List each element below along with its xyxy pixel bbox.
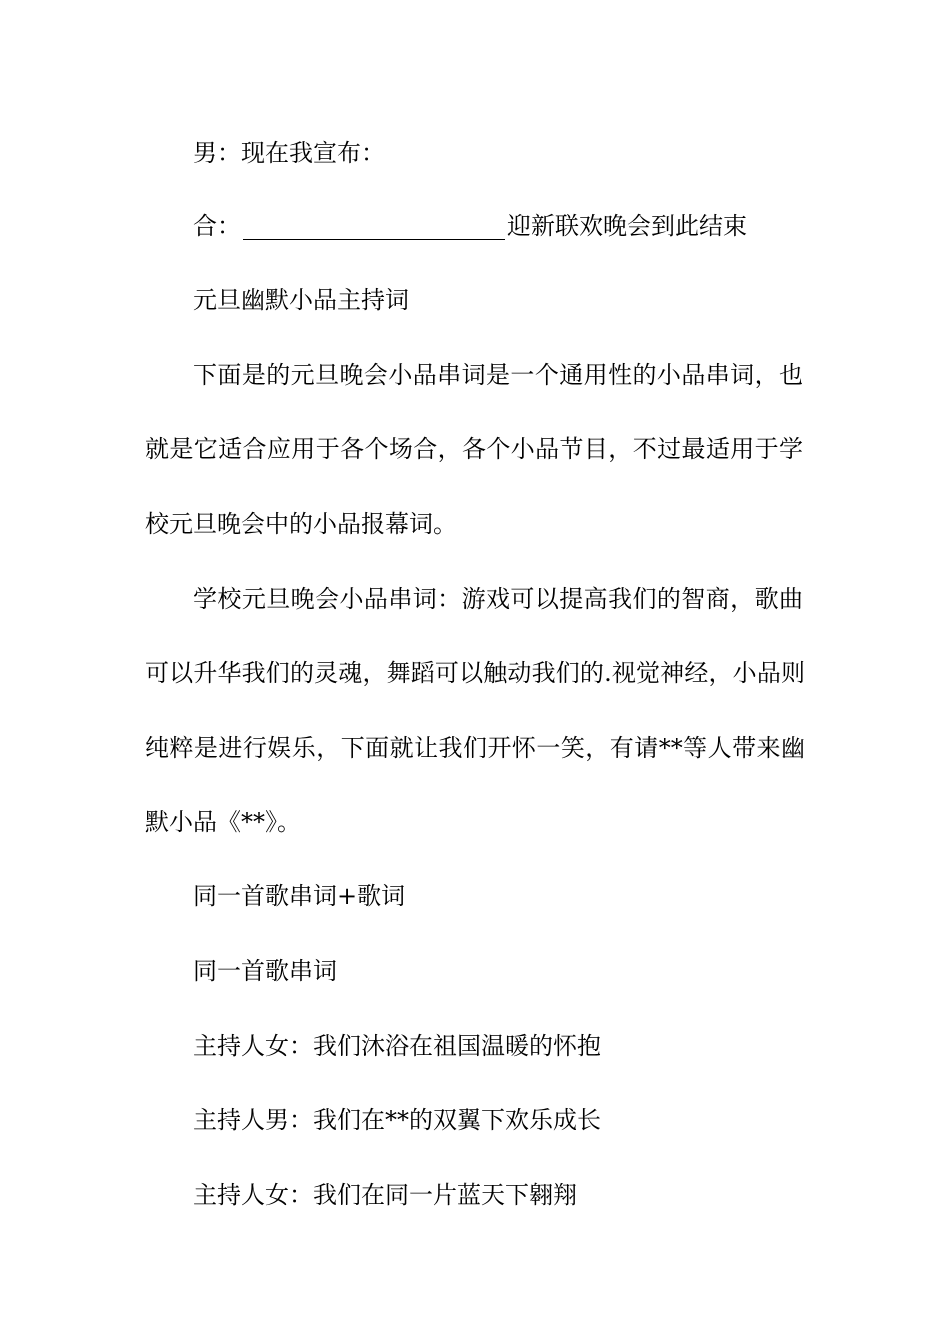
paragraph-line: 纯粹是进行娱乐，下面就让我们开怀一笑，有请**等人带来幽 xyxy=(145,734,805,762)
paragraph-line: 默小品《**》。 xyxy=(145,808,301,836)
text-fragment: 迎新联欢晚会到此结束 xyxy=(507,212,747,240)
dialogue-line: 主持人女：我们在同一片蓝天下翱翔 xyxy=(193,1181,577,1209)
paragraph-line: 可以升华我们的灵魂，舞蹈可以触动我们的.视觉神经，小品则 xyxy=(145,659,805,687)
text-line: 男：现在我宣布： xyxy=(193,139,385,167)
paragraph-line: 下面是的元旦晚会小品串词是一个通用性的小品串词，也 xyxy=(193,361,803,389)
paragraph-line: 校元旦晚会中的小品报幕词。 xyxy=(145,510,457,538)
section-heading: 同一首歌串词+歌词 xyxy=(193,882,406,910)
paragraph-line: 就是它适合应用于各个场合，各个小品节目，不过最适用于学 xyxy=(145,435,803,463)
section-heading: 同一首歌串词 xyxy=(193,957,337,985)
text-line-with-blank xyxy=(193,208,863,244)
dialogue-line: 主持人男：我们在**的双翼下欢乐成长 xyxy=(193,1106,601,1134)
fill-in-blank-line xyxy=(243,215,505,240)
section-heading: 元旦幽默小品主持词 xyxy=(193,286,409,314)
text-fragment: 合： xyxy=(193,212,241,240)
paragraph-line: 学校元旦晚会小品串词：游戏可以提高我们的智商，歌曲 xyxy=(193,585,803,613)
dialogue-line: 主持人女：我们沐浴在祖国温暖的怀抱 xyxy=(193,1032,601,1060)
